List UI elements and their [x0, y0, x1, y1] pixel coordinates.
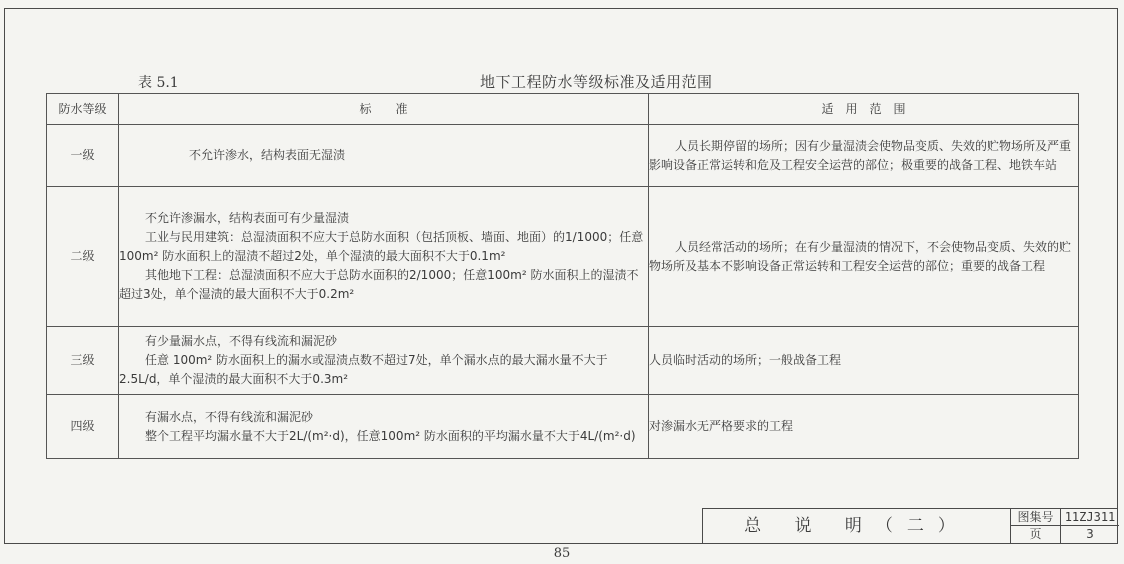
standard-line: 工业与民用建筑：总湿渍面积不应大于总防水面积（包括顶板、墙面、地面）的1/1000；任意100m² 防水面积上的湿渍不超过2处，单个湿渍的最大面积不大于0.1m²	[119, 230, 644, 263]
standard-line: 不允许渗漏水，结构表面可有少量湿渍	[145, 211, 350, 225]
standard-line: 不允许渗水，结构表面无湿渍	[189, 148, 346, 162]
standard-cell	[119, 125, 649, 187]
grade-cell: 三级	[47, 327, 119, 395]
header-standard: 标 准	[119, 94, 649, 125]
scope-cell	[649, 395, 1079, 459]
waterproof-grade-table	[46, 93, 1079, 459]
title-block	[702, 508, 1118, 544]
table-title: 地下工程防水等级标准及适用范围	[480, 73, 713, 91]
table-row	[47, 327, 1079, 395]
scope-text: 对渗漏水无严格要求的工程	[649, 419, 794, 433]
standard-cell	[119, 187, 649, 327]
scope-text: 人员临时活动的场所；一般战备工程	[649, 353, 842, 367]
standard-cell	[119, 327, 649, 395]
standard-line: 有漏水点，不得有线流和漏泥砂	[145, 409, 314, 424]
atlas-number-value: 11ZJ311	[1061, 509, 1119, 526]
header-grade: 防水等级	[47, 94, 119, 125]
standard-cell	[119, 395, 649, 459]
table-row	[47, 125, 1079, 187]
header-scope: 适 用 范 围	[649, 94, 1079, 125]
grade-cell: 二级	[47, 187, 119, 327]
table-header-row	[47, 94, 1079, 125]
grade-cell: 四级	[47, 395, 119, 459]
sheet-page-value: 3	[1086, 527, 1094, 541]
title-block-title: 总 说 明（二）	[703, 509, 1011, 543]
page-number: 85	[553, 546, 571, 561]
standard-line: 有少量漏水点，不得有线流和漏泥砂	[145, 334, 338, 348]
scope-cell	[649, 187, 1079, 327]
scope-text: 人员长期停留的场所；因有少量湿渍会使物品变质、失效的贮物场所及严重影响设备正常运转和危及工程安全运营的部位；极重要的战备工程、地铁车站	[649, 138, 1072, 172]
scope-cell	[649, 125, 1079, 187]
grade-cell: 一级	[47, 125, 119, 187]
table-row	[47, 395, 1079, 459]
scope-cell	[649, 327, 1079, 395]
table-number: 表 5.1	[138, 75, 179, 91]
scope-text: 人员经常活动的场所；在有少量湿渍的情况下，不会使物品变质、失效的贮物场所及基本不影响设备正常运转和工程安全运营的部位；重要的战备工程	[649, 239, 1072, 273]
standard-line: 任意 100m² 防水面积上的漏水或湿渍点数不超过7处，单个漏水点的最大漏水量不大于2.5L/d，单个湿渍的最大面积不大于0.3m²	[119, 353, 608, 386]
sheet-page-label: 页	[1011, 526, 1061, 543]
standard-line: 其他地下工程：总湿渍面积不应大于总防水面积的2/1000；任意100m² 防水面积上的湿渍不超过3处，单个湿渍的最大面积不大于0.2m²	[119, 268, 639, 301]
table-row	[47, 187, 1079, 327]
standard-line: 整个工程平均漏水量不大于2L/(m²·d)，任意100m² 防水面积的平均漏水量不大于4L/(m²·d)	[145, 428, 636, 443]
atlas-number-label: 图集号	[1011, 509, 1061, 526]
